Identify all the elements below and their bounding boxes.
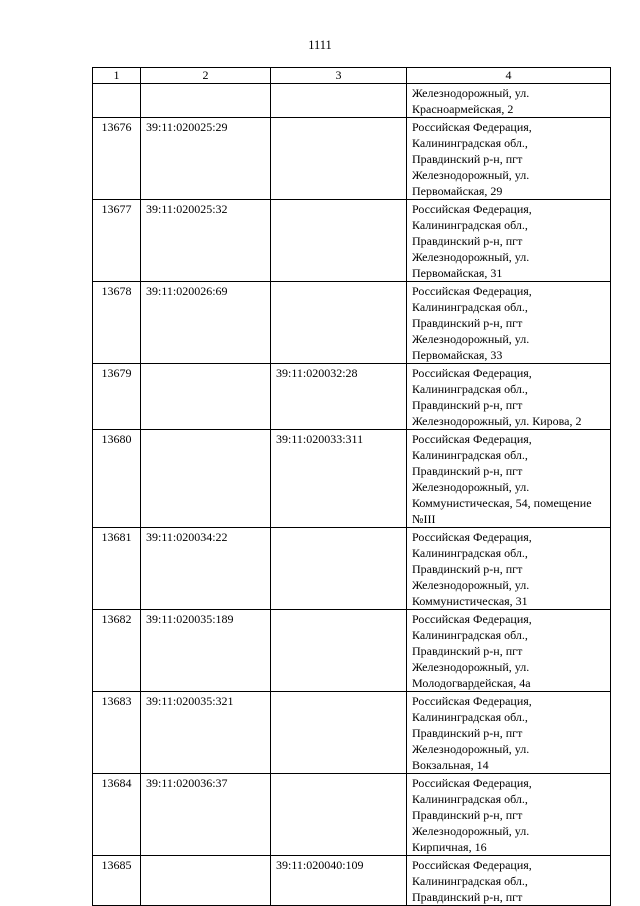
address-cell: Российская Федерация, Калининградская обл., Правдинский р-н, пгт Железнодорожный, ул. Кирова, 2 <box>407 364 611 430</box>
cadastral-number-cell: 39:11:020040:109 <box>271 856 407 906</box>
cadastral-number-cell <box>271 610 407 692</box>
cadastral-number-cell <box>271 282 407 364</box>
cadastral-number-cell: 39:11:020035:321 <box>141 692 271 774</box>
cadastral-number-cell: 39:11:020025:29 <box>141 118 271 200</box>
table-row <box>93 364 611 430</box>
address-cell: Российская Федерация, Калининградская обл., Правдинский р-н, пгт Железнодорожный, ул. Вокзальная, 14 <box>407 692 611 774</box>
page-number: 1111 <box>308 38 332 52</box>
address-cell: Российская Федерация, Калининградская обл., Правдинский р-н, пгт Железнодорожный, ул. Первомайская, 29 <box>407 118 611 200</box>
row-number-cell: 13679 <box>93 364 141 430</box>
address-cell: Российская Федерация, Калининградская обл., Правдинский р-н, пгт <box>407 856 611 906</box>
cadastral-number-cell <box>141 84 271 118</box>
table-row <box>93 610 611 692</box>
cadastral-number-cell <box>271 84 407 118</box>
column-header: 2 <box>141 68 271 84</box>
table-row <box>93 692 611 774</box>
cadastral-number-cell <box>141 856 271 906</box>
address-cell: Российская Федерация, Калининградская обл., Правдинский р-н, пгт Железнодорожный, ул. Первомайская, 33 <box>407 282 611 364</box>
row-number-cell: 13677 <box>93 200 141 282</box>
table-row <box>93 430 611 528</box>
address-cell: Российская Федерация, Калининградская обл., Правдинский р-н, пгт Железнодорожный, ул. Первомайская, 31 <box>407 200 611 282</box>
address-cell: Российская Федерация, Калининградская обл., Правдинский р-н, пгт Железнодорожный, ул. Кирпичная, 16 <box>407 774 611 856</box>
row-number-cell <box>93 84 141 118</box>
table-header-row <box>93 68 611 84</box>
row-number-cell: 13678 <box>93 282 141 364</box>
table-row <box>93 774 611 856</box>
column-header: 1 <box>93 68 141 84</box>
cadastral-number-cell <box>141 430 271 528</box>
column-header: 4 <box>407 68 611 84</box>
registry-table <box>92 67 611 906</box>
row-number-cell: 13685 <box>93 856 141 906</box>
cadastral-number-cell: 39:11:020036:37 <box>141 774 271 856</box>
column-header: 3 <box>271 68 407 84</box>
row-number-cell: 13682 <box>93 610 141 692</box>
cadastral-number-cell: 39:11:020034:22 <box>141 528 271 610</box>
table-row <box>93 528 611 610</box>
row-number-cell: 13680 <box>93 430 141 528</box>
cadastral-number-cell <box>271 692 407 774</box>
row-number-cell: 13683 <box>93 692 141 774</box>
table-row <box>93 84 611 118</box>
cadastral-number-cell <box>271 774 407 856</box>
row-number-cell: 13684 <box>93 774 141 856</box>
address-cell: Российская Федерация, Калининградская обл., Правдинский р-н, пгт Железнодорожный, ул. Коммунистическая, 31 <box>407 528 611 610</box>
cadastral-number-cell <box>141 364 271 430</box>
cadastral-number-cell <box>271 200 407 282</box>
table-row <box>93 118 611 200</box>
cadastral-number-cell <box>271 118 407 200</box>
cadastral-number-cell <box>271 528 407 610</box>
address-cell: Железнодорожный, ул. Красноармейская, 2 <box>407 84 611 118</box>
cadastral-number-cell: 39:11:020032:28 <box>271 364 407 430</box>
cadastral-number-cell: 39:11:020033:311 <box>271 430 407 528</box>
cadastral-number-cell: 39:11:020035:189 <box>141 610 271 692</box>
cadastral-number-cell: 39:11:020025:32 <box>141 200 271 282</box>
table-row <box>93 856 611 906</box>
row-number-cell: 13676 <box>93 118 141 200</box>
table-row <box>93 200 611 282</box>
row-number-cell: 13681 <box>93 528 141 610</box>
cadastral-number-cell: 39:11:020026:69 <box>141 282 271 364</box>
address-cell: Российская Федерация, Калининградская обл., Правдинский р-н, пгт Железнодорожный, ул. Коммунистическая, 54, помещение №III <box>407 430 611 528</box>
table-row <box>93 282 611 364</box>
address-cell: Российская Федерация, Калининградская обл., Правдинский р-н, пгт Железнодорожный, ул. Молодогвардейская, 4а <box>407 610 611 692</box>
